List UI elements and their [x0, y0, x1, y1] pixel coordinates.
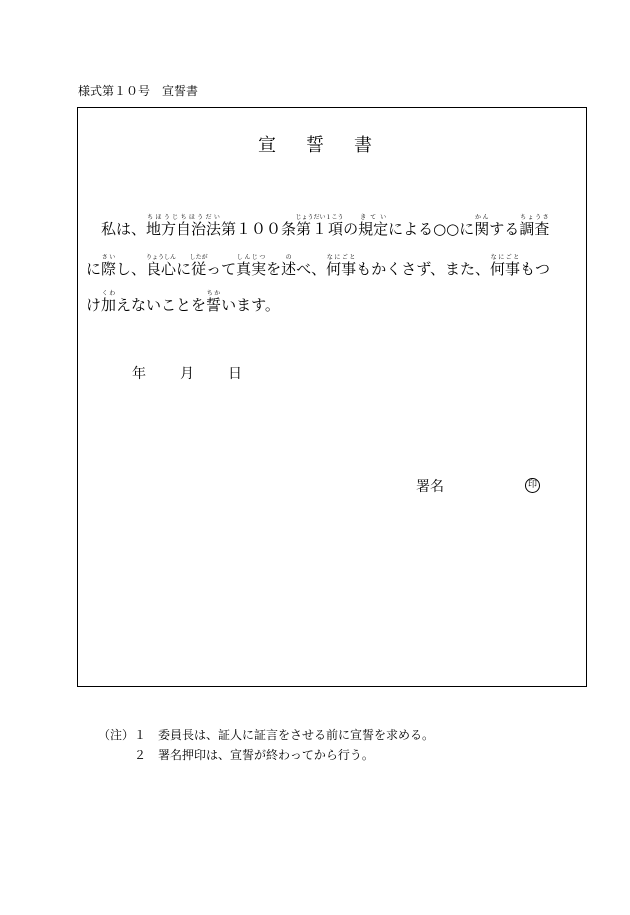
ruby-word: 良心りょうしん	[146, 254, 177, 278]
furigana-reading: なにごと	[326, 254, 357, 261]
oath-text-segment: 私は、	[86, 220, 147, 238]
oath-text-segment: の	[343, 220, 359, 238]
ruby-word: 際さい	[101, 254, 117, 278]
furigana-reading: じょうだい１こう	[295, 214, 344, 221]
oath-text-segment: し、	[116, 260, 147, 278]
oath-text-segment: に	[86, 260, 102, 278]
oath-text-segment: による○○に	[388, 220, 475, 238]
oath-text-segment: います。	[221, 296, 280, 314]
furigana-reading: したが	[189, 254, 208, 261]
date-field	[132, 366, 242, 382]
oath-text-segment: もかくさず、また、	[356, 260, 490, 278]
oath-text-segment: する	[489, 220, 520, 238]
furigana-reading: の	[281, 254, 297, 261]
oath-text-segment: に	[176, 260, 192, 278]
furigana-reading: しんじつ	[236, 254, 267, 261]
furigana-reading: さい	[101, 254, 117, 261]
notes-section	[98, 725, 434, 765]
ruby-word: 従したが	[189, 254, 208, 278]
oath-text-line-3	[86, 290, 280, 314]
seal-mark: 印	[525, 478, 540, 493]
oath-text-segment: って	[206, 260, 237, 278]
oath-text-segment: 第１００条	[221, 220, 297, 238]
ruby-word: 述の	[281, 254, 297, 278]
note-item	[98, 745, 434, 765]
signature-label: 署名	[416, 479, 444, 495]
ruby-word: 真実しんじつ	[236, 254, 267, 278]
note-number: ２	[134, 748, 147, 762]
furigana-reading: きてい	[358, 214, 389, 221]
ruby-word: 関かん	[474, 214, 490, 238]
form-number-label: 様式第１０号 宣誓書	[78, 84, 199, 98]
furigana-reading: かん	[474, 214, 490, 221]
oath-text-segment: えないことを	[116, 296, 207, 314]
furigana-reading: りょうしん	[146, 254, 177, 261]
furigana-reading: くわ	[101, 290, 117, 297]
ruby-word: 加くわ	[101, 290, 117, 314]
oath-text-segment: もつ	[520, 260, 551, 278]
ruby-word: 誓ちか	[206, 290, 222, 314]
note-number: １	[134, 728, 147, 742]
furigana-reading: なにごと	[490, 254, 521, 261]
note-text: 委員長は、証人に証言をさせる前に宣誓を求める。	[158, 728, 435, 742]
furigana-reading: ちほうじちほうだい	[146, 214, 222, 221]
ruby-word: 調査ちょうさ	[519, 214, 550, 238]
notes-prefix: （注）	[98, 728, 135, 742]
ruby-word: 第１項じょうだい１こう	[295, 214, 344, 238]
oath-form-box	[77, 107, 587, 687]
furigana-reading: ちょうさ	[519, 214, 550, 221]
date-day-label: 日	[228, 366, 242, 382]
oath-text-line-2	[86, 254, 550, 278]
oath-text-segment: け	[86, 296, 102, 314]
ruby-word: 何事なにごと	[490, 254, 521, 278]
note-item	[98, 725, 434, 745]
oath-text-segment: べ、	[296, 260, 327, 278]
oath-text-line-1	[86, 214, 549, 238]
furigana-reading: ちか	[206, 290, 222, 297]
date-month-label: 月	[180, 366, 194, 382]
oath-text-segment: を	[266, 260, 282, 278]
note-text: 署名押印は、宣誓が終わってから行う。	[158, 748, 374, 762]
date-year-label: 年	[132, 366, 146, 382]
ruby-word: 地方自治法ちほうじちほうだい	[146, 214, 222, 238]
ruby-word: 規定きてい	[358, 214, 389, 238]
ruby-word: 何事なにごと	[326, 254, 357, 278]
form-title: 宣誓書	[258, 135, 402, 156]
